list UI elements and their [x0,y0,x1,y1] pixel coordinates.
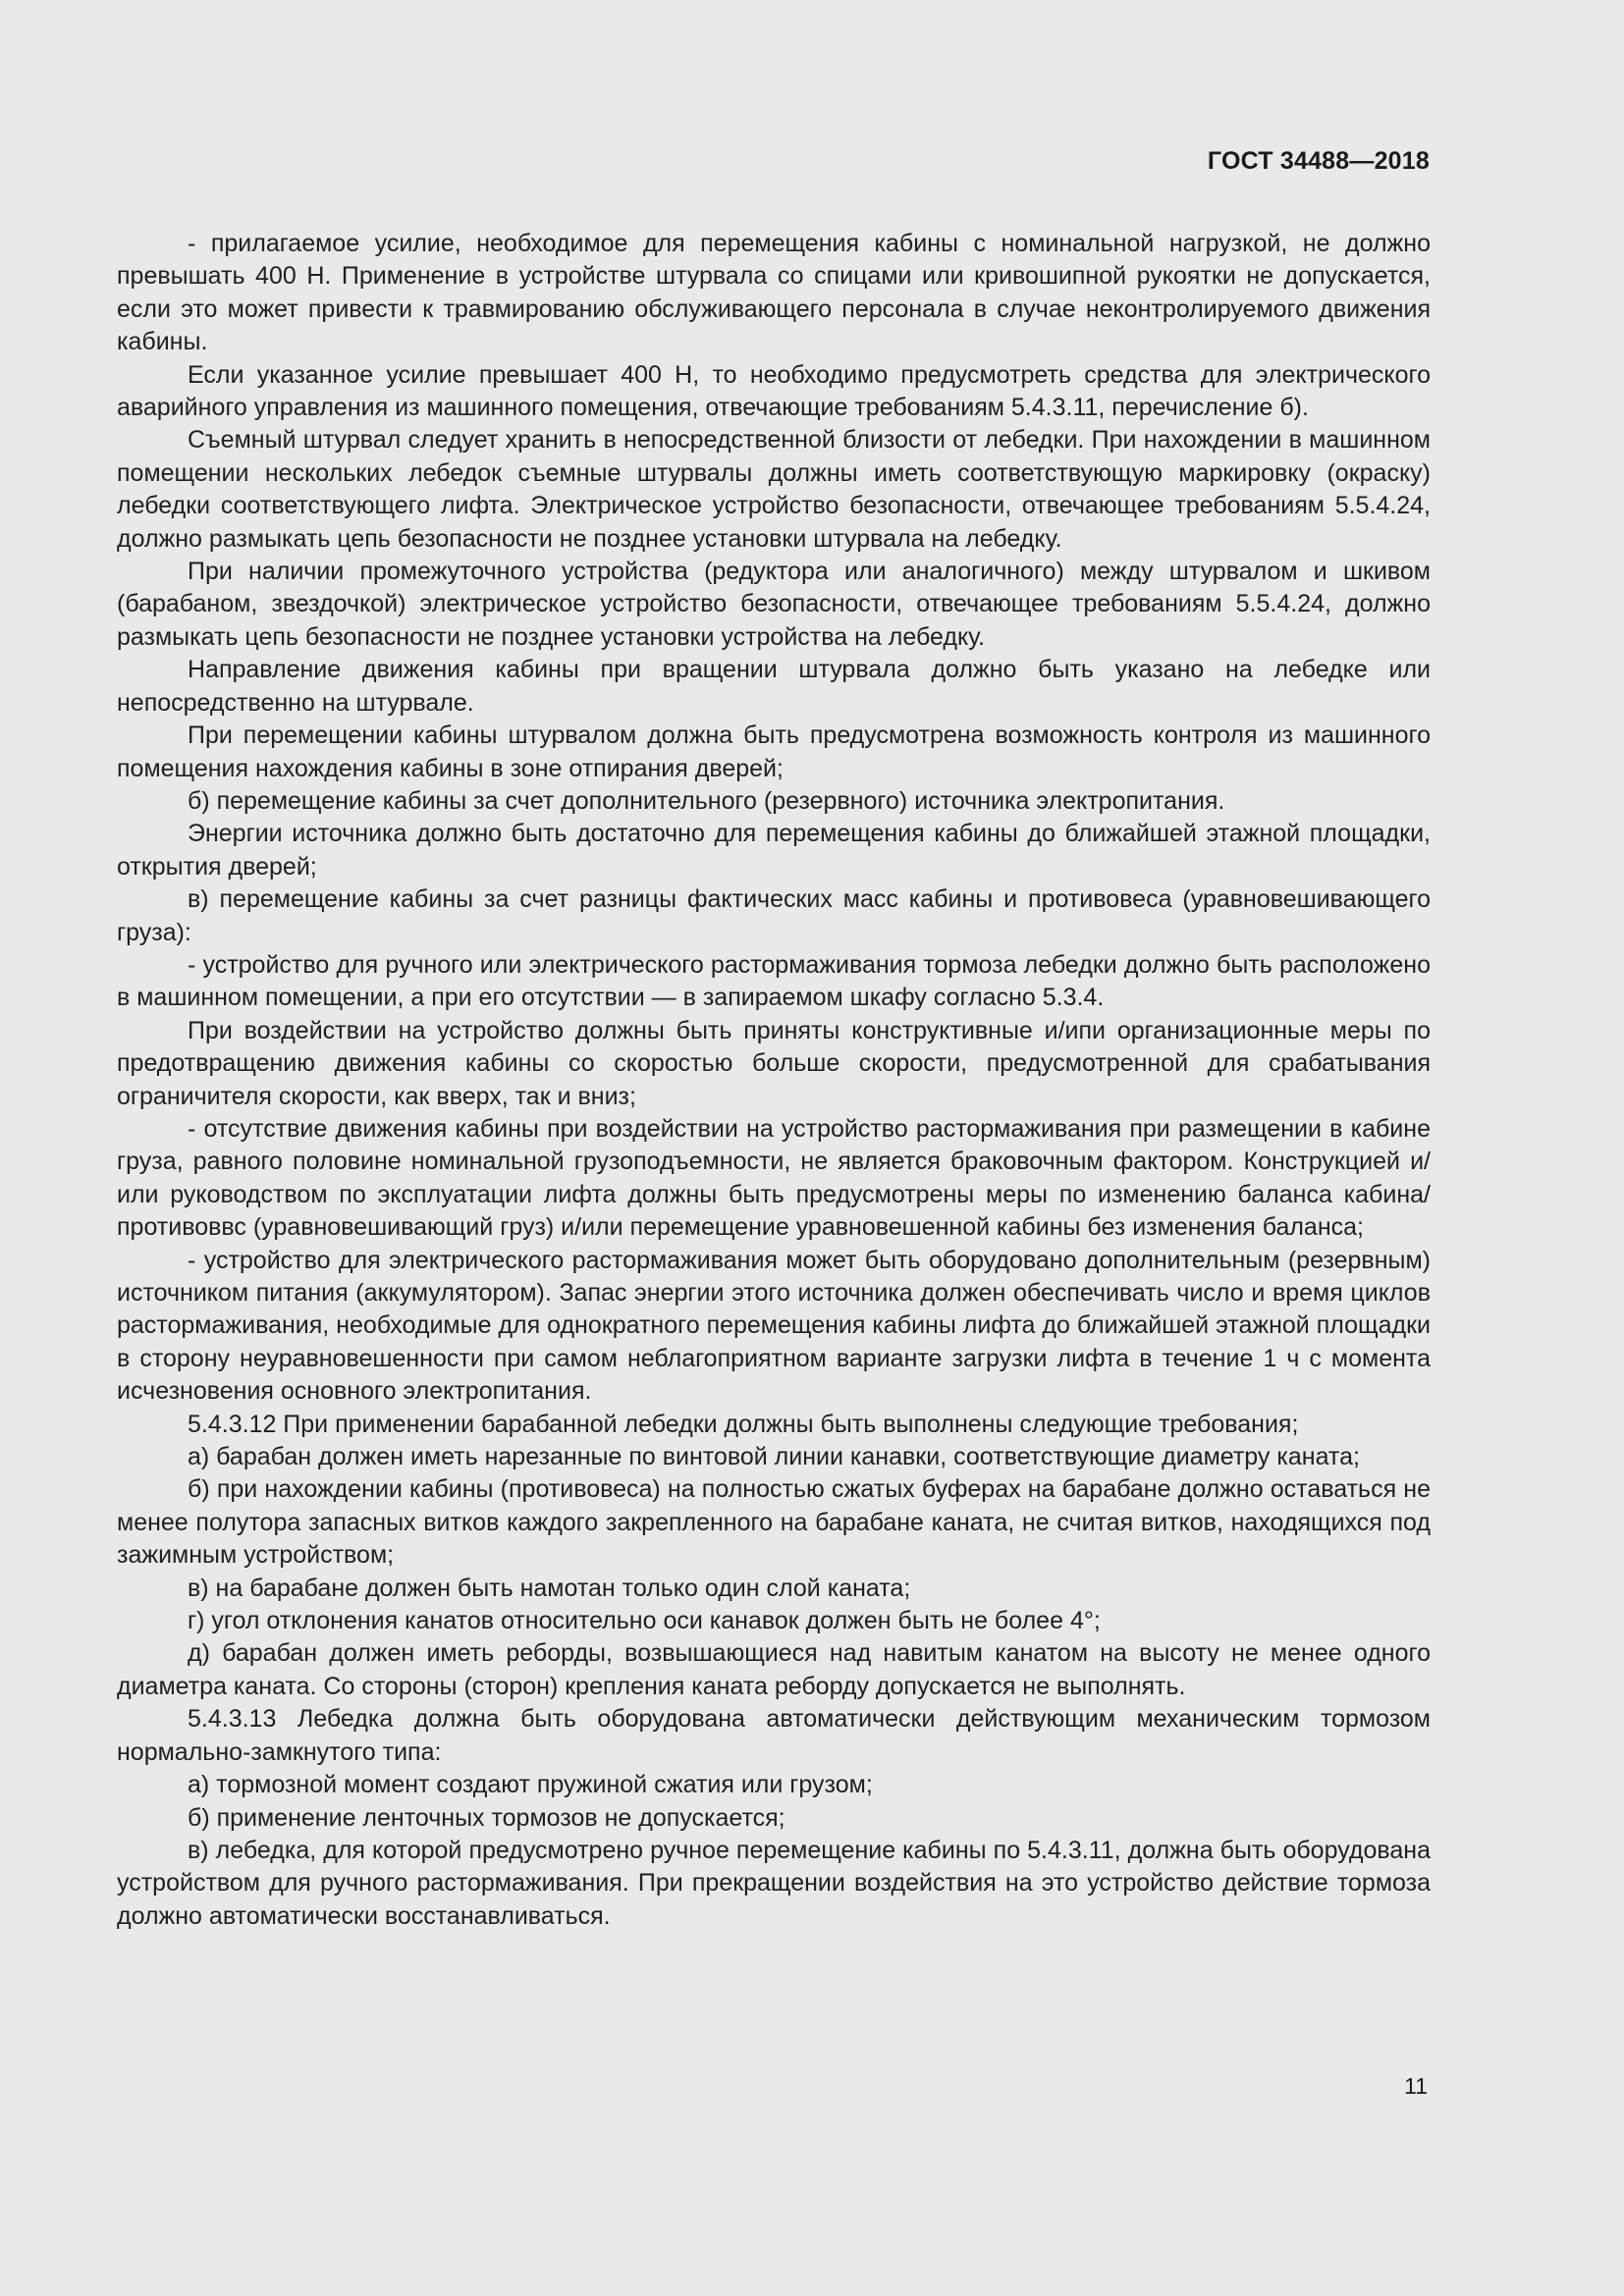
document-body [117,228,1431,1933]
paragraph: - устройство для электрического растормаживания может быть оборудовано дополнительным (резервным) источником питания (аккумулятором). Запас энергии этого источника должен обеспечивать число и время циклов растормаживания, необходимые для однократного перемещения кабины лифта до ближайшей этажной площадки в сторону неуравновешенности при самом неблагоприятном варианте загрузки лифта в течение 1 ч с момента исчезновения основного электропитания. [117,1246,1431,1406]
paragraph: При перемещении кабины штурвалом должна быть предусмотрена возможность контроля из машинного помещения нахождения кабины в зоне отпирания дверей; [117,721,1431,782]
paragraph: г) угол отклонения канатов относительно оси канавок должен быть не более 4°; [188,1607,1101,1635]
paragraph: - отсутствие движения кабины при воздействии на устройство растормаживания при размещении в кабине груза, равного половине номинальной грузоподъемности, не является браковочным фактором. Конструкцией и/или руководством по эксплуатации лифта должны быть предусмотрены меры по изменению баланса кабина/противоввс (уравновешивающий груз) и/или перемещение уравновешенной кабины без изменения баланса; [117,1114,1431,1242]
paragraph: - прилагаемое усилие, необходимое для перемещения кабины с номинальной нагрузкой, не должно превышать 400 Н. Применение в устройстве штурвала со спицами или кривошипной рукоятки не допускается, если это может привести к травмированию обслуживающего персонала в случае неконтролируемого движения кабины. [117,230,1431,356]
paragraph: При воздействии на устройство должны быть приняты конструктивные и/ипи организационные меры по предотвращению движения кабины со скоростью больше скорости, предусмотренной для срабатывания ограничителя скорости, как вверх, так и вниз; [117,1016,1431,1110]
paragraph: Направление движения кабины при вращении штурвала должно быть указано на лебедке или непосредственно на штурвале. [117,656,1431,717]
paragraph: в) перемещение кабины за счет разницы фактических масс кабины и противовеса (уравновешивающего груза): [117,885,1431,946]
paragraph: б) перемещение кабины за счет дополнительного (резервного) источника электропитания. [188,786,1225,815]
paragraph: При наличии промежуточного устройства (редуктора или аналогичного) между штурвалом и шкивом (барабаном, звездочкой) электрическое устройство безопасности, отвечающее требованиям 5.5.4.24, должно размыкать цепь безопасности не позднее установки устройства на лебедку. [117,558,1431,651]
paragraph: Энергии источника должно быть достаточно для перемещения кабины до ближайшей этажной площадки, открытия дверей; [117,820,1431,881]
document-header: ГОСТ 34488—2018 [1207,147,1430,175]
paragraph: Если указанное усилие превышает 400 Н, то необходимо предусмотреть средства для электрического аварийного управления из машинного помещения, отвечающие требованиям 5.4.3.11, перечисление б). [117,360,1431,422]
paragraph: б) при нахождении кабины (противовеса) на полностью сжатых буферах на барабане должно оставаться не менее полутора запасных витков каждого закрепленного на барабане каната, не считая витков, находящихся под зажимным устройством; [117,1475,1431,1570]
paragraph: в) на барабане должен быть намотан только один слой каната; [188,1574,911,1602]
paragraph: 5.4.3.12 При применении барабанной лебедки должны быть выполнены следующие требования; [188,1410,1299,1438]
paragraph: в) лебедка, для которой предусмотрено ручное перемещение кабины по 5.4.3.11, должна быть оборудована устройством для ручного растормаживания. При прекращении воздействия на это устройство действие тормоза должно автоматически восстанавливаться. [117,1836,1431,1930]
page-number: 11 [1404,2073,1428,2099]
paragraph: 5.4.3.13 Лебедка должна быть оборудована автоматически действующим механическим тормозом нормально-замкнутого типа: [117,1705,1431,1766]
paragraph: д) барабан должен иметь реборды, возвышающиеся над навитым канатом на высоту не менее одного диаметра каната. Со стороны (сторон) крепления каната реборду допускается не выполнять. [117,1639,1431,1700]
paragraph: а) барабан должен иметь нарезанные по винтовой линии канавки, соответствующие диаметру каната; [188,1443,1360,1471]
paragraph: а) тормозной момент создают пружиной сжатия или грузом; [188,1771,873,1799]
paragraph: - устройство для ручного или электрического растормаживания тормоза лебедки должно быть расположено в машинном помещении, а при его отсутствии — в запираемом шкафу согласно 5.3.4. [117,950,1431,1012]
paragraph: б) применение ленточных тормозов не допускается; [188,1803,785,1832]
paragraph: Съемный штурвал следует хранить в непосредственной близости от лебедки. При нахождении в машинном помещении нескольких лебедок съемные штурвалы должны иметь соответствующую маркировку (окраску) лебедки соответствующего лифта. Электрическое устройство безопасности, отвечающее требованиям 5.5.4.24, должно размыкать цепь безопасности не позднее установки штурвала на лебедку. [117,426,1431,553]
